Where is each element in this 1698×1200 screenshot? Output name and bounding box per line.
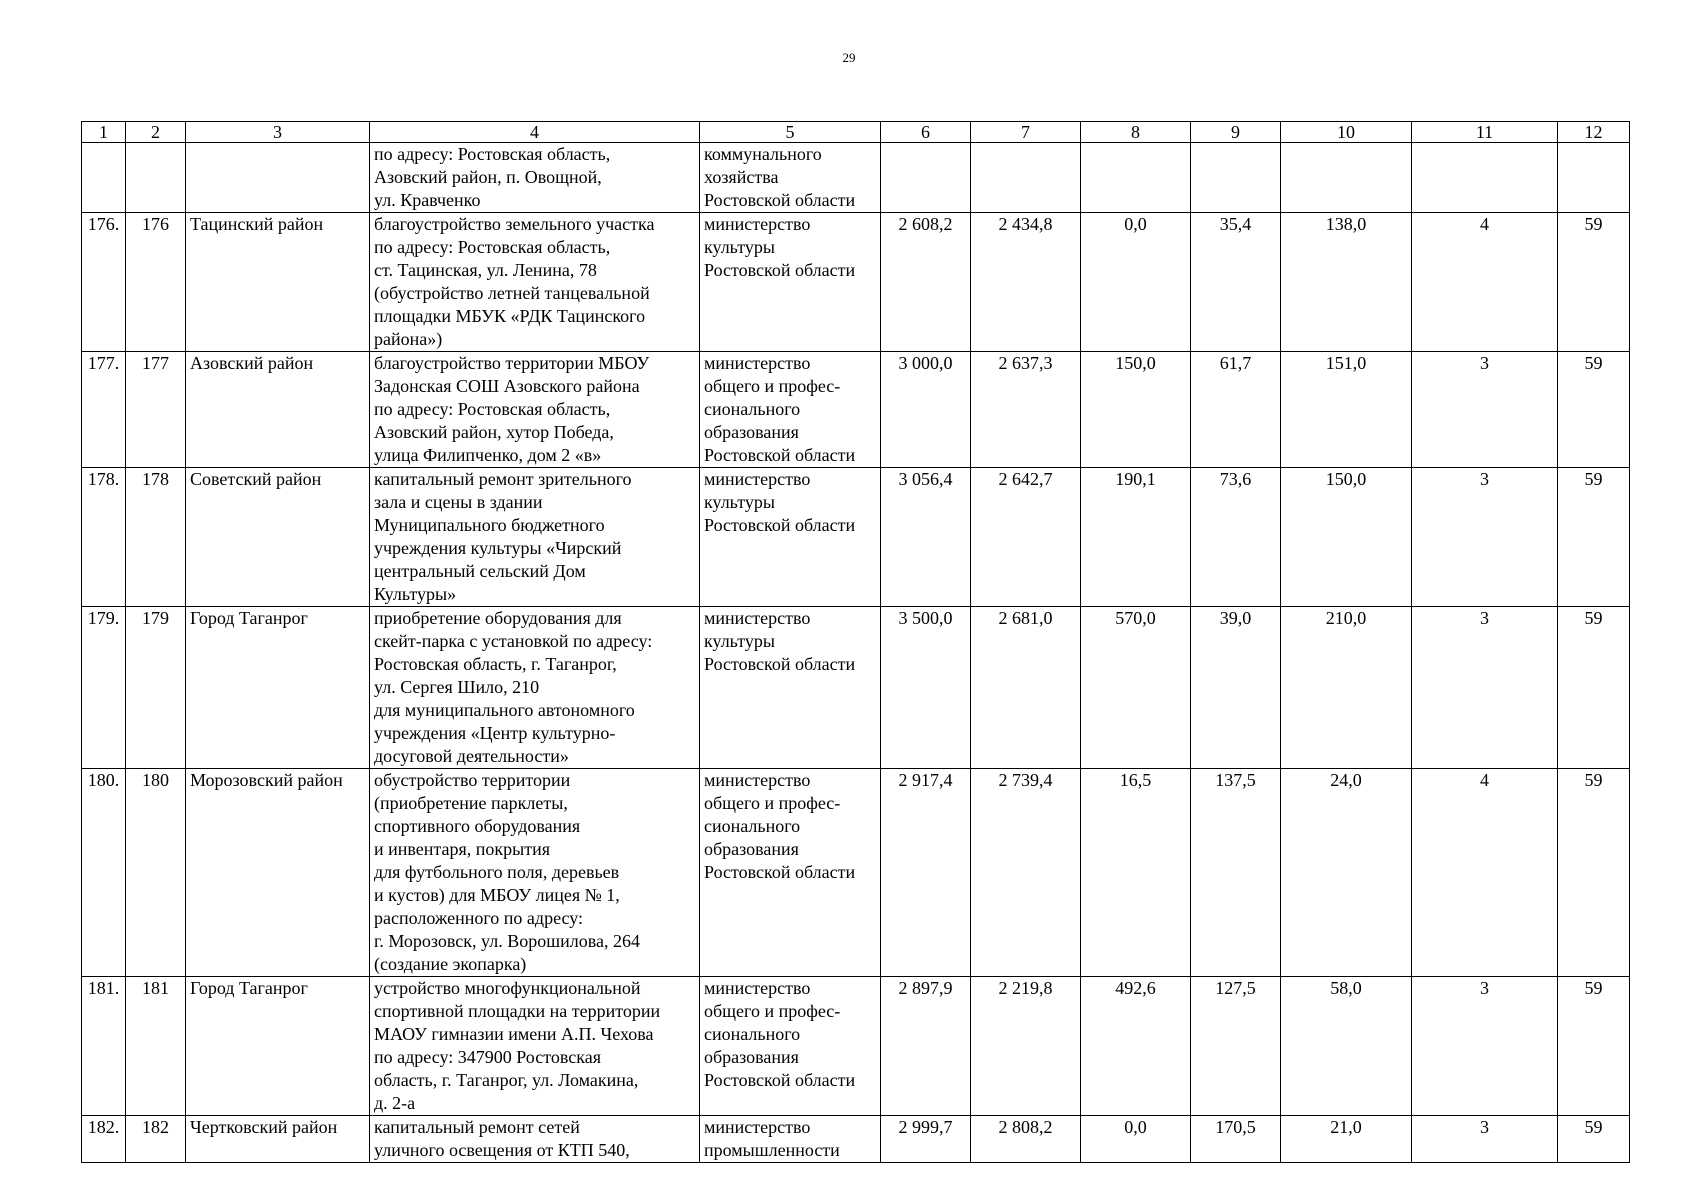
table-row: [82, 977, 1630, 1116]
column-header: 11: [1412, 122, 1558, 143]
table-row: [82, 213, 1630, 352]
municipality-cell: Чертковский район: [186, 1116, 370, 1163]
value-cell-11: 3: [1412, 468, 1558, 607]
ministry-cell: министерство промышленности: [700, 1116, 881, 1163]
value-cell-6: 2 999,7: [881, 1116, 971, 1163]
value-cell-11: 4: [1412, 213, 1558, 352]
column-header: 10: [1281, 122, 1412, 143]
table-row: [82, 769, 1630, 977]
municipality-cell: Азовский район: [186, 352, 370, 468]
ministry-cell: министерство культуры Ростовской области: [700, 213, 881, 352]
description-cell: благоустройство земельного участка по адресу: Ростовская область, ст. Тацинская, ул. Ленина, 78 (обустройство летней танцевальной площадки МБУК «РДК Тацинского района»): [370, 213, 700, 352]
value-cell-6: 2 917,4: [881, 769, 971, 977]
page-number: 29: [842, 50, 856, 65]
row-number-cell: 178.: [82, 468, 126, 607]
value-cell-9: [1191, 143, 1281, 213]
value-cell-10: 58,0: [1281, 977, 1412, 1116]
value-cell-8: 0,0: [1081, 1116, 1191, 1163]
row-number-cell: 181.: [82, 977, 126, 1116]
object-number-cell: 180: [126, 769, 186, 977]
column-header: 5: [700, 122, 881, 143]
object-number-cell: 178: [126, 468, 186, 607]
description-cell: капитальный ремонт зрительного зала и сцены в здании Муниципального бюджетного учреждения культуры «Чирский центральный сельский Дом Культуры»: [370, 468, 700, 607]
value-cell-6: 2 897,9: [881, 977, 971, 1116]
value-cell-11: [1412, 143, 1558, 213]
value-cell-6: [881, 143, 971, 213]
municipality-cell: Город Таганрог: [186, 607, 370, 769]
object-number-cell: 181: [126, 977, 186, 1116]
value-cell-7: 2 434,8: [971, 213, 1081, 352]
value-cell-7: 2 808,2: [971, 1116, 1081, 1163]
value-cell-10: 150,0: [1281, 468, 1412, 607]
column-header: 7: [971, 122, 1081, 143]
value-cell-11: 4: [1412, 769, 1558, 977]
value-cell-11: 3: [1412, 1116, 1558, 1163]
value-cell-6: 3 056,4: [881, 468, 971, 607]
value-cell-8: 570,0: [1081, 607, 1191, 769]
value-cell-9: 35,4: [1191, 213, 1281, 352]
object-number-cell: 176: [126, 213, 186, 352]
description-cell: обустройство территории (приобретение парклеты, спортивного оборудования и инвентаря, покрытия для футбольного поля, деревьев и кустов) для МБОУ лицея № 1, расположенного по адресу: г. Морозовск, ул. Ворошилова, 264 (создание экопарка): [370, 769, 700, 977]
value-cell-9: 39,0: [1191, 607, 1281, 769]
value-cell-12: 59: [1558, 769, 1630, 977]
value-cell-7: 2 739,4: [971, 769, 1081, 977]
municipality-cell: Советский район: [186, 468, 370, 607]
description-cell: устройство многофункциональной спортивной площадки на территории МАОУ гимназии имени А.П. Чехова по адресу: 347900 Ростовская область, г. Таганрог, ул. Ломакина, д. 2-а: [370, 977, 700, 1116]
municipality-cell: Город Таганрог: [186, 977, 370, 1116]
municipality-cell: Тацинский район: [186, 213, 370, 352]
value-cell-8: 492,6: [1081, 977, 1191, 1116]
row-number-cell: [82, 143, 126, 213]
value-cell-7: 2 637,3: [971, 352, 1081, 468]
value-cell-10: 24,0: [1281, 769, 1412, 977]
value-cell-8: 0,0: [1081, 213, 1191, 352]
description-cell: капитальный ремонт сетей уличного освещения от КТП 540,: [370, 1116, 700, 1163]
value-cell-7: 2 219,8: [971, 977, 1081, 1116]
column-header: 8: [1081, 122, 1191, 143]
ministry-cell: министерство общего и профес- сионального образования Ростовской области: [700, 352, 881, 468]
table-row: [82, 1116, 1630, 1163]
value-cell-9: 61,7: [1191, 352, 1281, 468]
value-cell-10: [1281, 143, 1412, 213]
column-header: 9: [1191, 122, 1281, 143]
value-cell-9: 137,5: [1191, 769, 1281, 977]
value-cell-8: [1081, 143, 1191, 213]
value-cell-8: 16,5: [1081, 769, 1191, 977]
value-cell-12: 59: [1558, 213, 1630, 352]
value-cell-10: 210,0: [1281, 607, 1412, 769]
value-cell-11: 3: [1412, 352, 1558, 468]
value-cell-6: 3 000,0: [881, 352, 971, 468]
column-header: 3: [186, 122, 370, 143]
value-cell-6: 2 608,2: [881, 213, 971, 352]
column-header: 2: [126, 122, 186, 143]
table-header-row: [82, 122, 1630, 143]
row-number-cell: 176.: [82, 213, 126, 352]
value-cell-10: 138,0: [1281, 213, 1412, 352]
value-cell-8: 150,0: [1081, 352, 1191, 468]
value-cell-12: 59: [1558, 468, 1630, 607]
ministry-cell: министерство общего и профес- сионального образования Ростовской области: [700, 977, 881, 1116]
ministry-cell: министерство общего и профес- сионального образования Ростовской области: [700, 769, 881, 977]
municipality-cell: [186, 143, 370, 213]
value-cell-7: 2 681,0: [971, 607, 1081, 769]
description-cell: благоустройство территории МБОУ Задонская СОШ Азовского района по адресу: Ростовская область, Азовский район, хутор Победа, улица Филипченко, дом 2 «в»: [370, 352, 700, 468]
ministry-cell: коммунального хозяйства Ростовской области: [700, 143, 881, 213]
value-cell-12: 59: [1558, 977, 1630, 1116]
description-cell: по адресу: Ростовская область, Азовский район, п. Овощной, ул. Кравченко: [370, 143, 700, 213]
value-cell-12: 59: [1558, 607, 1630, 769]
ministry-cell: министерство культуры Ростовской области: [700, 468, 881, 607]
column-header: 6: [881, 122, 971, 143]
value-cell-7: [971, 143, 1081, 213]
value-cell-9: 170,5: [1191, 1116, 1281, 1163]
column-header: 4: [370, 122, 700, 143]
object-number-cell: 182: [126, 1116, 186, 1163]
object-number-cell: 179: [126, 607, 186, 769]
municipality-cell: Морозовский район: [186, 769, 370, 977]
value-cell-12: [1558, 143, 1630, 213]
value-cell-11: 3: [1412, 977, 1558, 1116]
value-cell-10: 21,0: [1281, 1116, 1412, 1163]
value-cell-12: 59: [1558, 1116, 1630, 1163]
value-cell-6: 3 500,0: [881, 607, 971, 769]
data-table: [81, 121, 1630, 1163]
value-cell-8: 190,1: [1081, 468, 1191, 607]
table-row: [82, 607, 1630, 769]
table-row: [82, 352, 1630, 468]
value-cell-10: 151,0: [1281, 352, 1412, 468]
column-header: 1: [82, 122, 126, 143]
value-cell-11: 3: [1412, 607, 1558, 769]
row-number-cell: 179.: [82, 607, 126, 769]
table-row: [82, 468, 1630, 607]
value-cell-9: 127,5: [1191, 977, 1281, 1116]
row-number-cell: 182.: [82, 1116, 126, 1163]
row-number-cell: 180.: [82, 769, 126, 977]
ministry-cell: министерство культуры Ростовской области: [700, 607, 881, 769]
object-number-cell: [126, 143, 186, 213]
value-cell-12: 59: [1558, 352, 1630, 468]
description-cell: приобретение оборудования для скейт-парка с установкой по адресу: Ростовская область, г. Таганрог, ул. Сергея Шило, 210 для муниципального автономного учреждения «Центр культурно- досуговой деятельности»: [370, 607, 700, 769]
row-number-cell: 177.: [82, 352, 126, 468]
column-header: 12: [1558, 122, 1630, 143]
value-cell-7: 2 642,7: [971, 468, 1081, 607]
table-row: [82, 143, 1630, 213]
object-number-cell: 177: [126, 352, 186, 468]
value-cell-9: 73,6: [1191, 468, 1281, 607]
